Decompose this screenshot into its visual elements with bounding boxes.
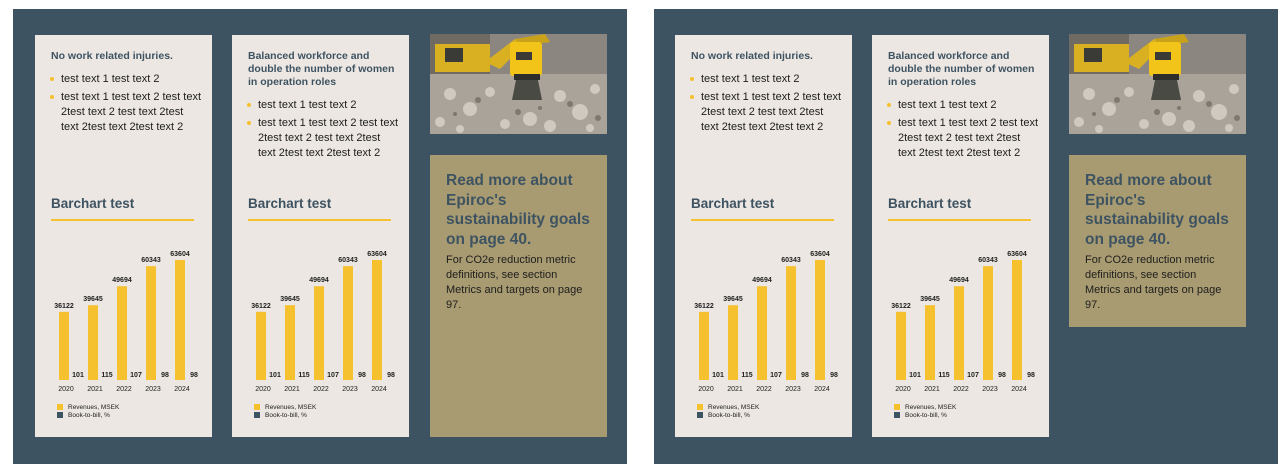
x-tick-label-2022: 2022 xyxy=(313,386,329,391)
revenue-bar-2020 xyxy=(699,312,709,380)
bar-chart xyxy=(232,231,409,391)
revenue-bar-2024 xyxy=(372,260,382,380)
list-item: test text 1 test text 2 xyxy=(689,72,844,87)
x-tick-label-2023: 2023 xyxy=(982,386,998,391)
kpi-card-workforce xyxy=(232,35,409,437)
legend-swatch-revenues xyxy=(894,404,900,410)
revenue-label-2023: 60343 xyxy=(781,257,801,265)
revenue-label-2024: 63604 xyxy=(810,251,830,258)
bullet-dot-icon xyxy=(247,103,251,107)
book-to-bill-label-2021: 115 xyxy=(741,372,753,379)
revenue-bar-2023 xyxy=(343,266,353,380)
book-to-bill-label-2020: 101 xyxy=(909,372,921,379)
page-spread-right xyxy=(654,9,1278,464)
revenue-label-2023: 60343 xyxy=(978,257,998,265)
chart-title-rule xyxy=(691,219,834,221)
x-tick-label-2024: 2024 xyxy=(174,386,190,391)
excavator-image xyxy=(1069,34,1246,134)
legend-swatch-revenues xyxy=(254,404,260,410)
read-more-headline: Read more about Epiroc's sustainability goals on page 40. xyxy=(1085,172,1229,248)
revenue-label-2020: 36122 xyxy=(54,302,74,310)
bullet-list xyxy=(49,72,204,138)
bullet-dot-icon xyxy=(50,77,54,81)
book-to-bill-label-2022: 107 xyxy=(770,372,782,379)
revenue-label-2020: 36122 xyxy=(251,302,271,310)
x-tick-label-2020: 2020 xyxy=(58,386,74,391)
read-more-panel xyxy=(1069,155,1246,327)
book-to-bill-label-2020: 101 xyxy=(712,372,724,379)
legend-swatch-book-to-bill xyxy=(57,412,63,418)
legend-swatch-book-to-bill xyxy=(697,412,703,418)
list-item: test text 1 test text 2 test text 2test text 2 test text 2test text 2test text 2test text 2 xyxy=(49,90,204,135)
book-to-bill-label-2023: 98 xyxy=(358,372,366,379)
kpi-card-injuries xyxy=(35,35,212,437)
book-to-bill-label-2021: 115 xyxy=(101,372,113,379)
bullet-dot-icon xyxy=(690,77,694,81)
card-heading: No work related injuries. xyxy=(691,50,813,62)
revenue-bar-2022 xyxy=(757,286,767,380)
book-to-bill-label-2020: 101 xyxy=(72,372,84,379)
bullet-dot-icon xyxy=(247,121,251,125)
legend-label-book-to-bill: Book-to-bill, % xyxy=(68,411,110,419)
legend-label-revenues: Revenues, MSEK xyxy=(905,403,957,411)
revenue-label-2020: 36122 xyxy=(694,302,714,310)
revenue-label-2023: 60343 xyxy=(141,257,161,265)
revenue-bar-2020 xyxy=(896,312,906,380)
revenue-bar-2022 xyxy=(314,286,324,380)
read-more-body: For CO2e reduction metric definitions, see section Metrics and targets on page 97. xyxy=(1085,254,1222,311)
revenue-bar-2022 xyxy=(954,286,964,380)
revenue-bar-2020 xyxy=(59,312,69,380)
bullet-list xyxy=(886,98,1041,164)
chart-title-rule xyxy=(51,219,194,221)
x-tick-label-2024: 2024 xyxy=(371,386,387,391)
revenue-bar-2021 xyxy=(728,305,738,380)
book-to-bill-label-2023: 98 xyxy=(161,372,169,379)
book-to-bill-label-2021: 115 xyxy=(298,372,310,379)
x-tick-label-2023: 2023 xyxy=(145,386,161,391)
book-to-bill-label-2022: 107 xyxy=(130,372,142,379)
legend-label-book-to-bill: Book-to-bill, % xyxy=(708,411,750,419)
list-item: test text 1 test text 2 test text 2test text 2 test text 2test text 2test text 2test text 2 xyxy=(689,90,844,135)
x-tick-label-2024: 2024 xyxy=(1011,386,1027,391)
x-tick-label-2024: 2024 xyxy=(814,386,830,391)
x-tick-label-2023: 2023 xyxy=(342,386,358,391)
revenue-label-2024: 63604 xyxy=(1007,251,1027,258)
chart-title: Barchart test xyxy=(51,196,135,211)
legend-label-book-to-bill: Book-to-bill, % xyxy=(265,411,307,419)
legend-label-revenues: Revenues, MSEK xyxy=(708,403,760,411)
revenue-bar-2022 xyxy=(117,286,127,380)
book-to-bill-label-2023: 98 xyxy=(801,372,809,379)
revenue-bar-2023 xyxy=(983,266,993,380)
revenue-label-2021: 39645 xyxy=(280,296,300,304)
chart-title-rule xyxy=(248,219,391,221)
legend-label-revenues: Revenues, MSEK xyxy=(68,403,120,411)
revenue-label-2022: 49694 xyxy=(949,277,969,285)
revenue-label-2021: 39645 xyxy=(920,296,940,304)
legend-swatch-book-to-bill xyxy=(254,412,260,418)
chart-title: Barchart test xyxy=(888,196,972,211)
list-item: test text 1 test text 2 xyxy=(886,98,1041,113)
revenue-bar-2021 xyxy=(925,305,935,380)
x-tick-label-2023: 2023 xyxy=(785,386,801,391)
read-more-headline: Read more about Epiroc's sustainability goals on page 40. xyxy=(446,172,590,248)
revenue-bar-2023 xyxy=(786,266,796,380)
card-heading: Balanced workforce and double the number of women in operation roles xyxy=(248,50,395,88)
bullet-dot-icon xyxy=(887,103,891,107)
read-more-body: For CO2e reduction metric definitions, see section Metrics and targets on page 97. xyxy=(446,254,583,311)
revenue-bar-2023 xyxy=(146,266,156,380)
bar-chart xyxy=(872,231,1049,391)
chart-legend xyxy=(254,403,316,419)
chart-legend xyxy=(894,403,956,419)
page-spread-left xyxy=(13,9,627,464)
book-to-bill-label-2022: 107 xyxy=(327,372,339,379)
x-tick-label-2020: 2020 xyxy=(698,386,714,391)
legend-label-book-to-bill: Book-to-bill, % xyxy=(905,411,947,419)
revenue-label-2021: 39645 xyxy=(723,296,743,304)
revenue-label-2022: 49694 xyxy=(112,277,132,285)
excavator-image xyxy=(430,34,607,134)
x-tick-label-2021: 2021 xyxy=(727,386,743,391)
book-to-bill-label-2024: 98 xyxy=(190,372,198,379)
bullet-list xyxy=(689,72,844,138)
list-item: test text 1 test text 2 test text 2test text 2 test text 2test text 2test text 2test text 2 xyxy=(246,116,401,161)
card-heading: Balanced workforce and double the number of women in operation roles xyxy=(888,50,1035,88)
book-to-bill-label-2021: 115 xyxy=(938,372,950,379)
revenue-bar-2021 xyxy=(285,305,295,380)
bullet-dot-icon xyxy=(887,121,891,125)
revenue-bar-2024 xyxy=(175,260,185,380)
excavator-photo xyxy=(430,34,607,134)
legend-swatch-revenues xyxy=(57,404,63,410)
kpi-card-injuries xyxy=(675,35,852,437)
legend-swatch-revenues xyxy=(697,404,703,410)
x-tick-label-2020: 2020 xyxy=(895,386,911,391)
bullet-list xyxy=(246,98,401,164)
book-to-bill-label-2023: 98 xyxy=(998,372,1006,379)
chart-title: Barchart test xyxy=(248,196,332,211)
bullet-dot-icon xyxy=(690,95,694,99)
bar-chart xyxy=(675,231,852,391)
legend-label-revenues: Revenues, MSEK xyxy=(265,403,317,411)
x-tick-label-2021: 2021 xyxy=(284,386,300,391)
x-tick-label-2022: 2022 xyxy=(116,386,132,391)
x-tick-label-2021: 2021 xyxy=(924,386,940,391)
revenue-label-2024: 63604 xyxy=(367,251,387,258)
book-to-bill-label-2024: 98 xyxy=(387,372,395,379)
list-item: test text 1 test text 2 xyxy=(246,98,401,113)
revenue-bar-2024 xyxy=(1012,260,1022,380)
revenue-label-2021: 39645 xyxy=(83,296,103,304)
card-heading: No work related injuries. xyxy=(51,50,173,62)
revenue-bar-2024 xyxy=(815,260,825,380)
book-to-bill-label-2020: 101 xyxy=(269,372,281,379)
excavator-photo xyxy=(1069,34,1246,134)
chart-legend xyxy=(57,403,119,419)
bullet-dot-icon xyxy=(50,95,54,99)
book-to-bill-label-2024: 98 xyxy=(1027,372,1035,379)
revenue-label-2024: 63604 xyxy=(170,251,190,258)
x-tick-label-2022: 2022 xyxy=(756,386,772,391)
revenue-label-2022: 49694 xyxy=(752,277,772,285)
kpi-card-workforce xyxy=(872,35,1049,437)
list-item: test text 1 test text 2 xyxy=(49,72,204,87)
list-item: test text 1 test text 2 test text 2test text 2 test text 2test text 2test text 2test text 2 xyxy=(886,116,1041,161)
chart-legend xyxy=(697,403,759,419)
revenue-bar-2020 xyxy=(256,312,266,380)
legend-swatch-book-to-bill xyxy=(894,412,900,418)
bar-chart xyxy=(35,231,212,391)
revenue-label-2022: 49694 xyxy=(309,277,329,285)
revenue-label-2023: 60343 xyxy=(338,257,358,265)
x-tick-label-2022: 2022 xyxy=(953,386,969,391)
revenue-label-2020: 36122 xyxy=(891,302,911,310)
book-to-bill-label-2022: 107 xyxy=(967,372,979,379)
x-tick-label-2021: 2021 xyxy=(87,386,103,391)
book-to-bill-label-2024: 98 xyxy=(830,372,838,379)
read-more-panel xyxy=(430,155,607,437)
revenue-bar-2021 xyxy=(88,305,98,380)
chart-title-rule xyxy=(888,219,1031,221)
chart-title: Barchart test xyxy=(691,196,775,211)
x-tick-label-2020: 2020 xyxy=(255,386,271,391)
